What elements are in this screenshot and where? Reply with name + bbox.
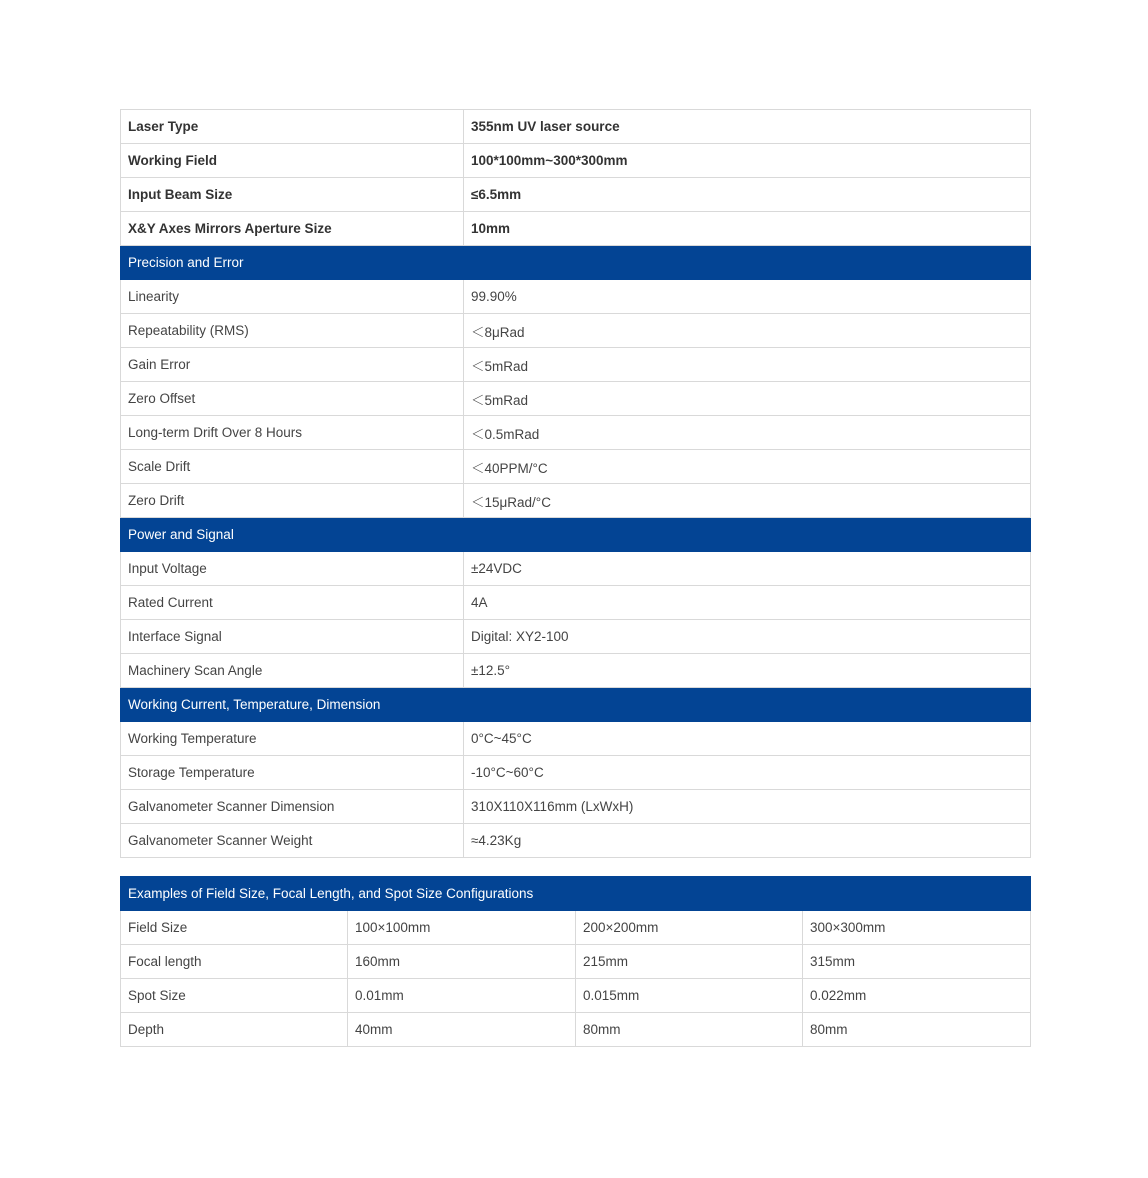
spec-label: Machinery Scan Angle xyxy=(121,654,464,688)
spec-value: Digital: XY2-100 xyxy=(464,620,1031,654)
table-row xyxy=(121,756,1031,790)
config-label: Field Size xyxy=(121,911,348,945)
spec-label: Rated Current xyxy=(121,586,464,620)
spec-value: 10mm xyxy=(464,212,1031,246)
config-value: 80mm xyxy=(576,1013,803,1047)
table-row xyxy=(121,178,1031,212)
config-value: 0.01mm xyxy=(348,979,576,1013)
spec-label: Zero Offset xyxy=(121,382,464,416)
table-row xyxy=(121,620,1031,654)
spec-value: 310X110X116mm (LxWxH) xyxy=(464,790,1031,824)
spec-value: ≤6.5mm xyxy=(464,178,1031,212)
table-row xyxy=(121,979,1031,1013)
table-row xyxy=(121,654,1031,688)
table-row xyxy=(121,314,1031,348)
config-value: 300×300mm xyxy=(803,911,1031,945)
config-label: Depth xyxy=(121,1013,348,1047)
spec-label: Laser Type xyxy=(121,110,464,144)
spec-label: Linearity xyxy=(121,280,464,314)
config-value: 100×100mm xyxy=(348,911,576,945)
spec-label: Scale Drift xyxy=(121,450,464,484)
configurations-table xyxy=(120,876,1031,1047)
spec-label: Working Field xyxy=(121,144,464,178)
spec-value: 0°C~45°C xyxy=(464,722,1031,756)
spec-value: ＜0.5mRad xyxy=(464,416,1031,450)
config-label: Spot Size xyxy=(121,979,348,1013)
spec-value: ＜5mRad xyxy=(464,382,1031,416)
table-row xyxy=(121,722,1031,756)
spec-label: Gain Error xyxy=(121,348,464,382)
spec-value: ＜5mRad xyxy=(464,348,1031,382)
table-row xyxy=(121,416,1031,450)
spec-value: ±12.5° xyxy=(464,654,1031,688)
spec-label: Repeatability (RMS) xyxy=(121,314,464,348)
section-header-precision xyxy=(121,246,1031,280)
config-value: 160mm xyxy=(348,945,576,979)
spec-label: Input Voltage xyxy=(121,552,464,586)
spec-value: ≈4.23Kg xyxy=(464,824,1031,858)
table-row xyxy=(121,945,1031,979)
section-title: Power and Signal xyxy=(121,518,1031,552)
spec-label: Galvanometer Scanner Weight xyxy=(121,824,464,858)
table-row xyxy=(121,552,1031,586)
config-value: 0.022mm xyxy=(803,979,1031,1013)
config-value: 315mm xyxy=(803,945,1031,979)
spec-value: ±24VDC xyxy=(464,552,1031,586)
spec-value: ＜15μRad/°C xyxy=(464,484,1031,518)
table-row xyxy=(121,110,1031,144)
table-row xyxy=(121,586,1031,620)
spec-label: Interface Signal xyxy=(121,620,464,654)
table-row xyxy=(121,144,1031,178)
section-title: Working Current, Temperature, Dimension xyxy=(121,688,1031,722)
spec-value: 99.90% xyxy=(464,280,1031,314)
table-row xyxy=(121,824,1031,858)
spec-label: Zero Drift xyxy=(121,484,464,518)
spec-label: Long-term Drift Over 8 Hours xyxy=(121,416,464,450)
table-row xyxy=(121,450,1031,484)
spec-value: 100*100mm~300*300mm xyxy=(464,144,1031,178)
table-row xyxy=(121,790,1031,824)
config-value: 215mm xyxy=(576,945,803,979)
spec-value: ＜40PPM/°C xyxy=(464,450,1031,484)
section-title: Precision and Error xyxy=(121,246,1031,280)
spec-label: Galvanometer Scanner Dimension xyxy=(121,790,464,824)
config-value: 40mm xyxy=(348,1013,576,1047)
section-header-environment xyxy=(121,688,1031,722)
table-row xyxy=(121,911,1031,945)
section-header-power xyxy=(121,518,1031,552)
spec-value: ＜8μRad xyxy=(464,314,1031,348)
spec-value: 355nm UV laser source xyxy=(464,110,1031,144)
spec-label: Working Temperature xyxy=(121,722,464,756)
spec-label: Input Beam Size xyxy=(121,178,464,212)
config-value: 0.015mm xyxy=(576,979,803,1013)
table-row xyxy=(121,1013,1031,1047)
section-header-configurations xyxy=(121,877,1031,911)
spec-label: Storage Temperature xyxy=(121,756,464,790)
spec-value: -10°C~60°C xyxy=(464,756,1031,790)
specifications-table xyxy=(120,109,1031,858)
section-title: Examples of Field Size, Focal Length, and Spot Size Configurations xyxy=(121,877,1031,911)
config-value: 80mm xyxy=(803,1013,1031,1047)
table-row xyxy=(121,212,1031,246)
config-value: 200×200mm xyxy=(576,911,803,945)
table-row xyxy=(121,280,1031,314)
spec-label: X&Y Axes Mirrors Aperture Size xyxy=(121,212,464,246)
spec-value: 4A xyxy=(464,586,1031,620)
table-row xyxy=(121,484,1031,518)
table-row xyxy=(121,382,1031,416)
config-label: Focal length xyxy=(121,945,348,979)
table-row xyxy=(121,348,1031,382)
